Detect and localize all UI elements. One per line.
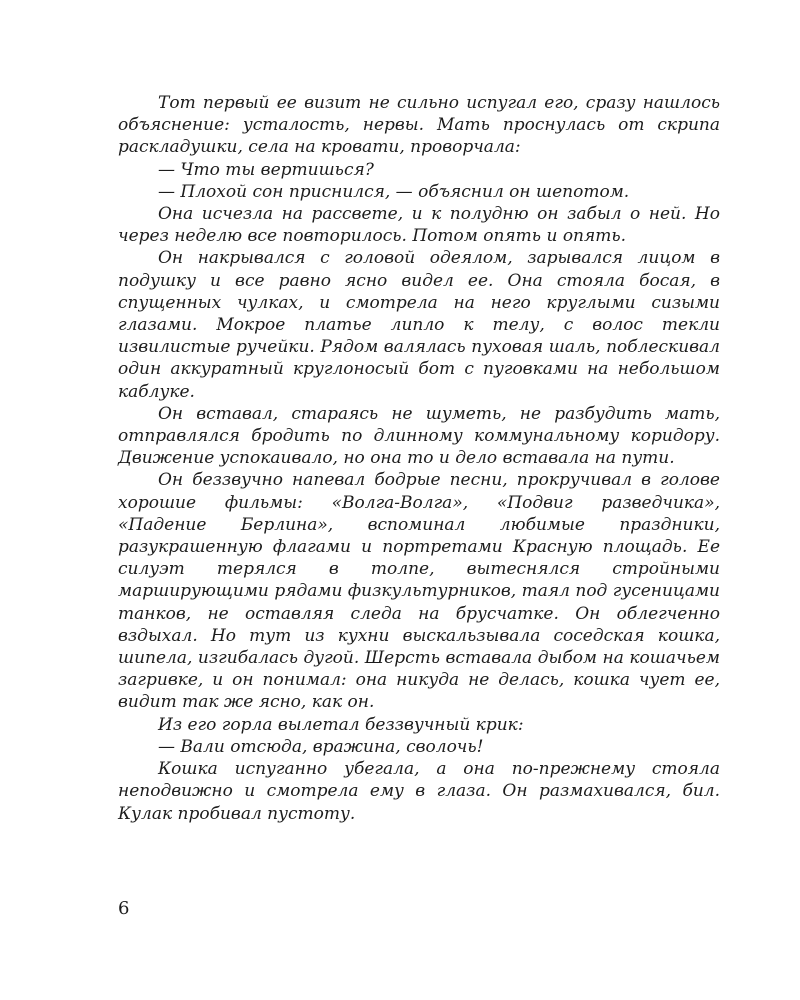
paragraph-9: — Вали отсюда, вражина, сволочь! <box>158 736 484 757</box>
body-text <box>118 92 720 825</box>
paragraph-10: Кошка испуганно убегала, а она по-прежнему стояла неподвижно и смотрела ему в глаза. Он размахивался, бил. Кулак пробивал пустоту. <box>118 759 720 824</box>
paragraph-5: Он накрывался с головой одеялом, зарывался лицом в подушку и все равно ясно видел ее. Она стояла босая, в спущенных чулках, и смотрела на него круглыми сизыми глазами. Мокрое платье липло к телу, с волос текли извилистые ручейки. Рядом валялась пуховая шаль, поблескивал один аккуратный круглоносый бот с пуговками на небольшом каблуке. <box>118 248 720 402</box>
paragraph-7: Он беззвучно напевал бодрые песни, прокручивал в голове хорошие фильмы: «Волга-Волга», «Подвиг разведчика», «Падение Берлина», вспоминал любимые праздники, разукрашенную флагами и портретами Красную площадь. Ее силуэт терялся в толпе, вытеснялся стройными марширующими рядами физкультурников, таял под гусеницами танков, не оставляя следа на брусчатке. Он облегченно вздыхал. Но тут из кухни выскальзывала соседская кошка, шипела, изгибалась дугой. Шерсть вставала дыбом на кошачьем загривке, и он понимал: она никуда не делась, кошка чует ее, видит так же ясно, как он. <box>118 470 720 713</box>
paragraph-2: — Что ты вертишься? <box>158 159 374 180</box>
paragraph-1: Тот первый ее визит не сильно испугал его, сразу нашлось объяснение: усталость, нервы. Мать проснулась от скрипа раскладушки, села на кровати, проворчала: <box>118 93 720 158</box>
paragraph-3: — Плохой сон приснился, — объяснил он шепотом. <box>158 181 630 202</box>
paragraph-8: Из его горла вылетал беззвучный крик: <box>158 714 524 735</box>
paragraph-6: Он вставал, стараясь не шуметь, не разбудить мать, отправлялся бродить по длинному коммунальному коридору. Движение успокаивало, но она то и дело вставала на пути. <box>118 403 720 469</box>
page-number: 6 <box>118 898 130 919</box>
paragraph-4: Она исчезла на рассвете, и к полудню он забыл о ней. Но через неделю все повторилось. Потом опять и опять. <box>118 204 720 247</box>
